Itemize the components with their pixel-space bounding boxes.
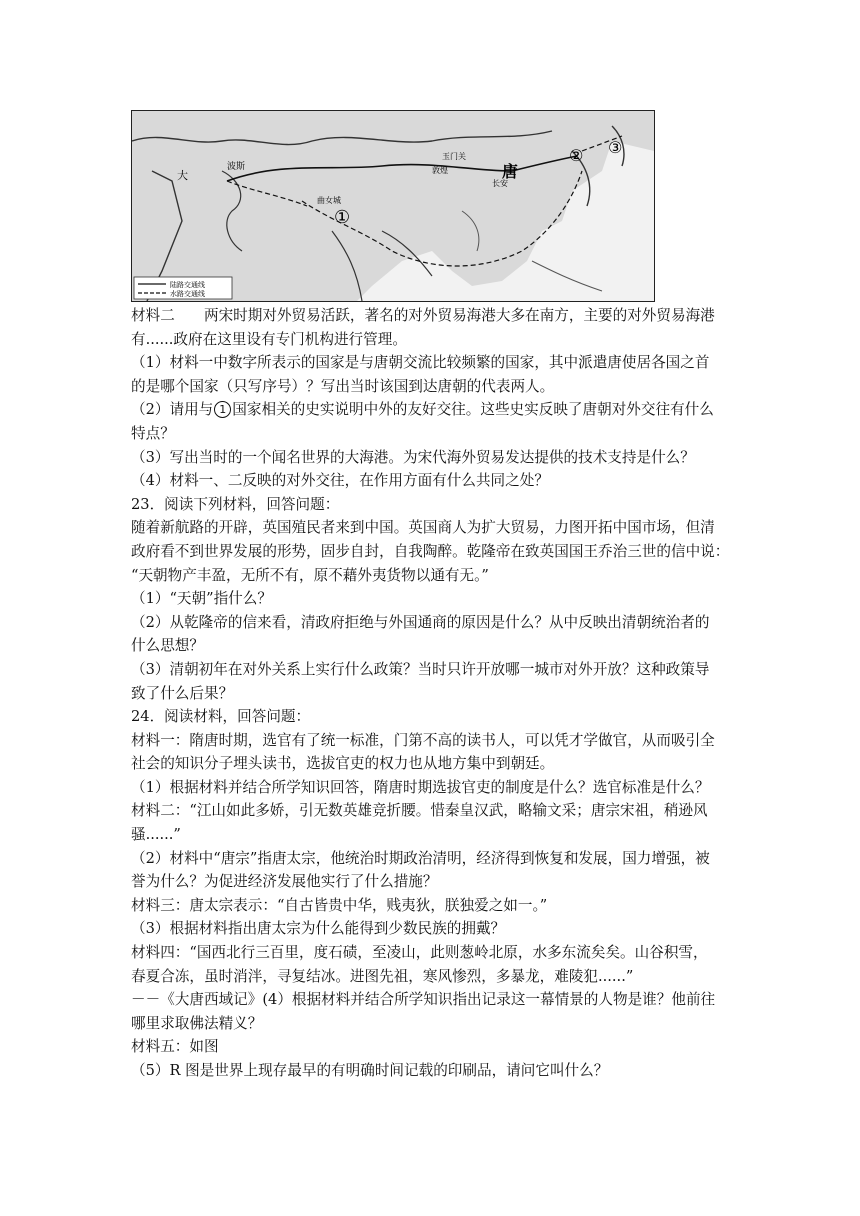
paragraph: 什么思想？ <box>131 637 204 655</box>
paragraph: （5）R 图是世界上现存最早的有明确时间记载的印刷品，请问它叫什么？ <box>131 1062 609 1079</box>
paragraph: （4）材料一、二反映的对外交往，在作用方面有什么共同之处？ <box>131 472 549 490</box>
paragraph: 有......政府在这里设有专门机构进行管理。 <box>131 330 407 348</box>
paragraph-part: （2）请用与 <box>131 401 214 419</box>
map-label-qucheng: 曲女城 <box>317 196 341 205</box>
paragraph: 材料一：隋唐时期，选官有了统一标准，门第不高的读书人，可以凭才学做官，从而吸引全 <box>131 731 715 749</box>
paragraph: 材料五：如图 <box>131 1038 219 1056</box>
paragraph: 材料四：“国西北行三百里，度石碛，至凌山，此则葱岭北原，水多东流矣矣。山谷积雪， <box>131 944 708 962</box>
paragraph: 随着新航路的开辟，英国殖民者来到中国。英国商人为扩大贸易，力图开拓中国市场，但清 <box>131 519 715 537</box>
paragraph: （3）写出当时的一个闻名世界的大海港。为宋代海外贸易发达提供的技术支持是什么？ <box>131 448 695 466</box>
paragraph: （1）根据材料并结合所学知识回答，隋唐时期选拔官吏的制度是什么？选官标准是什么？ <box>131 778 710 796</box>
paragraph: 骚......” <box>131 826 181 844</box>
map-label-tang: 唐 <box>502 162 519 181</box>
paragraph: 社会的知识分子埋头读书，选拔官吏的权力也从地方集中到朝廷。 <box>131 755 555 773</box>
paragraph <box>131 398 731 422</box>
map-label-yumen: 玉门关 <box>442 152 466 161</box>
paragraph: （2）从乾隆帝的信来看，清政府拒绝与外国通商的原因是什么？从中反映出清朝统治者的 <box>131 613 710 631</box>
paragraph: （1）“天朝”指什么？ <box>131 590 272 608</box>
paragraph: 哪里求取佛法精义？ <box>131 1014 263 1032</box>
paragraph: （3）根据材料指出唐太宗为什么能得到少数民族的拥戴？ <box>131 920 506 938</box>
paragraph: （3）清朝初年在对外关系上实行什么政策？当时只许开放哪一城市对外开放？这种政策导 <box>131 660 710 678</box>
paragraph-part: 国家相关的史实说明中外的友好交往。这些史实反映了唐朝对外交往有什么 <box>232 401 714 419</box>
map-number-2: ② <box>569 146 584 165</box>
paragraph: 致了什么后果？ <box>131 684 234 702</box>
paragraph: 材料二 两宋时期对外贸易活跃，著名的对外贸易海港大多在南方，主要的对外贸易海港 <box>131 307 715 324</box>
map-svg <box>132 111 654 301</box>
paragraph: 特点？ <box>131 424 175 442</box>
document-body <box>131 304 731 1083</box>
paragraph: 春夏合冻，虽时消泮，寻复结冰。进图先祖，寒风惨烈，多暴龙，难陵犯......” <box>131 967 634 985</box>
map-label-changan: 长安 <box>492 179 508 188</box>
question-heading: 23．阅读下列材料，回答问题： <box>131 495 340 513</box>
paragraph: 的是哪个国家（只写序号）？写出当时该国到达唐朝的代表两人。 <box>131 377 555 395</box>
legend-land-label: 陆路交通线 <box>170 281 205 289</box>
question-heading: 24．阅读材料，回答问题： <box>131 708 311 726</box>
paragraph: 誉为什么？为促进经济发展他实行了什么措施？ <box>131 873 438 891</box>
paragraph: －－《大唐西域记》(4）根据材料并结合所学知识指出记录这一幕情景的人物是谁？他前往 <box>131 991 716 1009</box>
tang-foreign-exchange-map <box>131 110 655 302</box>
paragraph: （1）材料一中数字所表示的国家是与唐朝交流比较频繁的国家，其中派遣唐使居各国之首 <box>131 354 710 372</box>
map-label-bosi: 波斯 <box>227 162 246 172</box>
map-label-dunhuang: 敦煌 <box>432 166 448 175</box>
legend-sea-label: 水路交通线 <box>170 290 205 298</box>
paragraph: （2）材料中“唐宗”指唐太宗，他统治时期政治清明，经济得到恢复和发展，国力增强，被 <box>131 849 710 867</box>
map-label-dashi: 大 <box>177 169 188 182</box>
map-number-1: ① <box>334 207 351 228</box>
paragraph: 材料三：唐太宗表示：“自古皆贵中华，贱夷狄，朕独爱之如一。” <box>131 896 548 914</box>
paragraph: “天朝物产丰盈，无所不有，原不藉外夷货物以通有无。” <box>131 566 489 584</box>
paragraph: 政府看不到世界发展的形势，固步自封，自我陶醉。乾隆帝在致英国国王乔治三世的信中说： <box>131 542 730 560</box>
circled-number-1: 1 <box>214 401 231 418</box>
paragraph: 材料二：“江山如此多娇，引无数英雄竞折腰。惜秦皇汉武，略输文采；唐宗宋祖，稍逊风 <box>131 802 708 820</box>
map-number-3: ③ <box>608 138 623 157</box>
